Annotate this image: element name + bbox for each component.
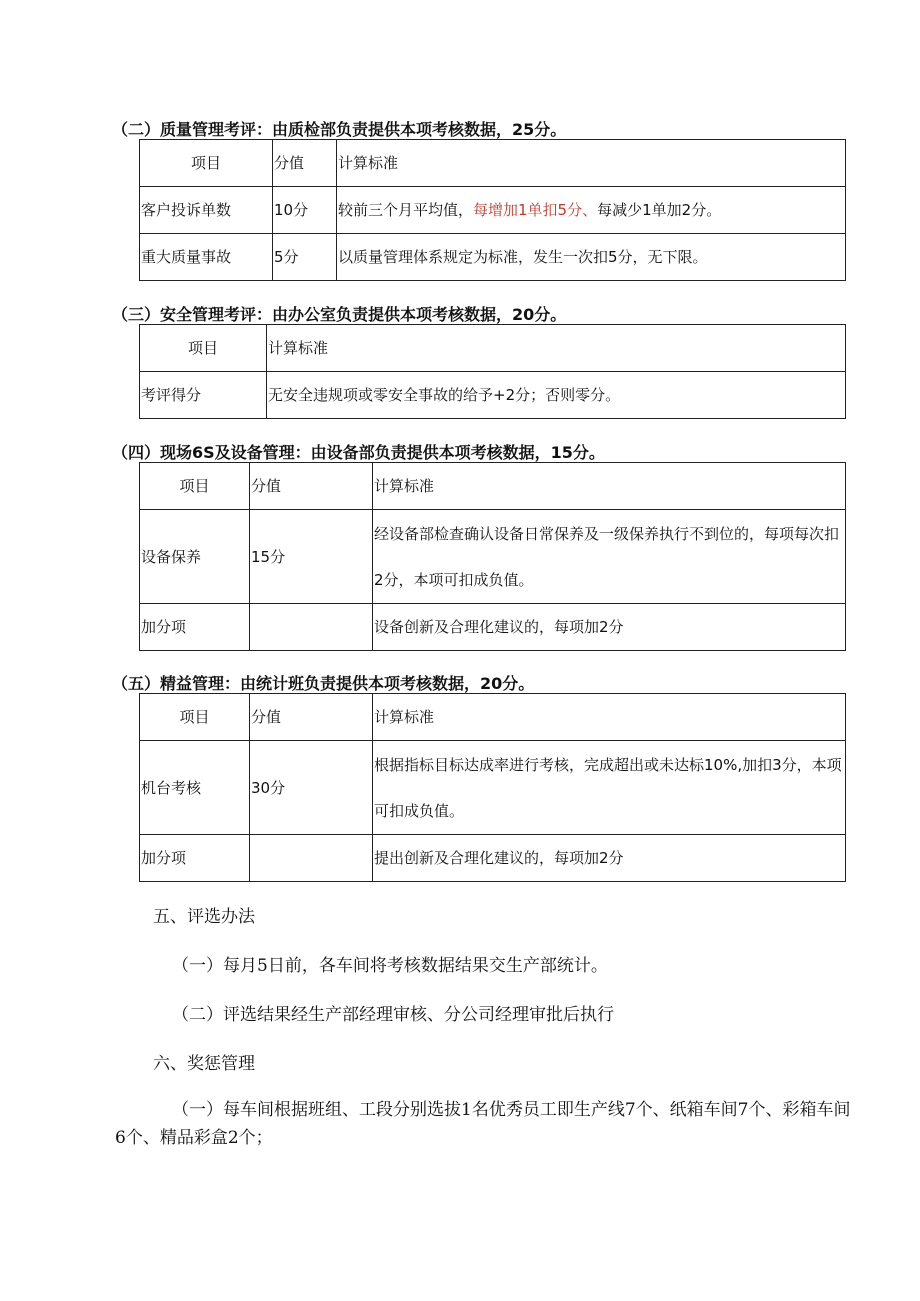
section-title-rewards: 六、奖惩管理 [153, 1054, 255, 1074]
row-standard: 提出创新及合理化建议的，每项加2分 [373, 835, 846, 882]
row-item: 重大质量事故 [140, 234, 273, 281]
safety-table [139, 324, 846, 419]
standard-text: 较前三个月平均值， [338, 201, 474, 219]
row-score: 5分 [273, 234, 337, 281]
row-score [250, 835, 373, 882]
section-heading-quality: （二）质量管理考评：由质检部负责提供本项考核数据，25分。 [112, 120, 567, 139]
row-item: 客户投诉单数 [140, 187, 273, 234]
section-heading-safety: （三）安全管理考评：由办公室负责提供本项考核数据，20分。 [112, 305, 567, 324]
header-standard: 计算标准 [373, 694, 846, 741]
table-header-row [140, 325, 846, 372]
table-header-row [140, 463, 846, 510]
standard-text-2: 每减少1单加2分。 [597, 201, 722, 219]
header-standard: 计算标准 [337, 140, 846, 187]
table-row [140, 372, 846, 419]
header-item: 项目 [140, 463, 250, 510]
standard-highlight: 每增加1单扣5分、 [473, 201, 598, 219]
paragraph: （一）每月5日前，各车间将考核数据结果交生产部统计。 [172, 956, 608, 976]
table-row [140, 510, 846, 604]
table-header-row [140, 694, 846, 741]
row-item: 设备保养 [140, 510, 250, 604]
header-standard: 计算标准 [267, 325, 846, 372]
header-item: 项目 [140, 140, 273, 187]
table-row [140, 187, 846, 234]
section-title-selection: 五、评选办法 [153, 907, 255, 927]
table-header-row [140, 140, 846, 187]
row-standard: 根据指标目标达成率进行考核，完成超出或未达标10%,加扣3分，本项可扣成负值。 [373, 741, 846, 835]
header-standard: 计算标准 [373, 463, 846, 510]
row-item: 机台考核 [140, 741, 250, 835]
row-score: 10分 [273, 187, 337, 234]
table-row [140, 234, 846, 281]
row-standard: 无安全违规项或零安全事故的给予+2分；否则零分。 [267, 372, 846, 419]
row-standard: 经设备部检查确认设备日常保养及一级保养执行不到位的，每项每次扣2分，本项可扣成负值。 [373, 510, 846, 604]
lean-table [139, 693, 846, 882]
header-item: 项目 [140, 325, 267, 372]
section-heading-6s: （四）现场6S及设备管理：由设备部负责提供本项考核数据，15分。 [112, 443, 605, 462]
table-row [140, 835, 846, 882]
paragraph: （二）评选结果经生产部经理审核、分公司经理审批后执行 [172, 1005, 614, 1025]
header-item: 项目 [140, 694, 250, 741]
table-row [140, 604, 846, 651]
paragraph: （一）每车间根据班组、工段分别选拔1名优秀员工即生产线7个、纸箱车间7个、彩箱车间6个、精品彩盒2个； [115, 1100, 851, 1148]
row-score: 15分 [250, 510, 373, 604]
row-score: 30分 [250, 741, 373, 835]
row-standard [337, 187, 846, 234]
quality-table [139, 139, 846, 281]
header-score: 分值 [250, 694, 373, 741]
row-standard: 设备创新及合理化建议的，每项加2分 [373, 604, 846, 651]
row-item: 加分项 [140, 604, 250, 651]
header-score: 分值 [250, 463, 373, 510]
row-standard: 以质量管理体系规定为标准，发生一次扣5分，无下限。 [337, 234, 846, 281]
row-item: 考评得分 [140, 372, 267, 419]
row-score [250, 604, 373, 651]
equipment-table [139, 462, 846, 651]
table-row [140, 741, 846, 835]
header-score: 分值 [273, 140, 337, 187]
row-item: 加分项 [140, 835, 250, 882]
section-heading-lean: （五）精益管理：由统计班负责提供本项考核数据，20分。 [112, 674, 535, 693]
